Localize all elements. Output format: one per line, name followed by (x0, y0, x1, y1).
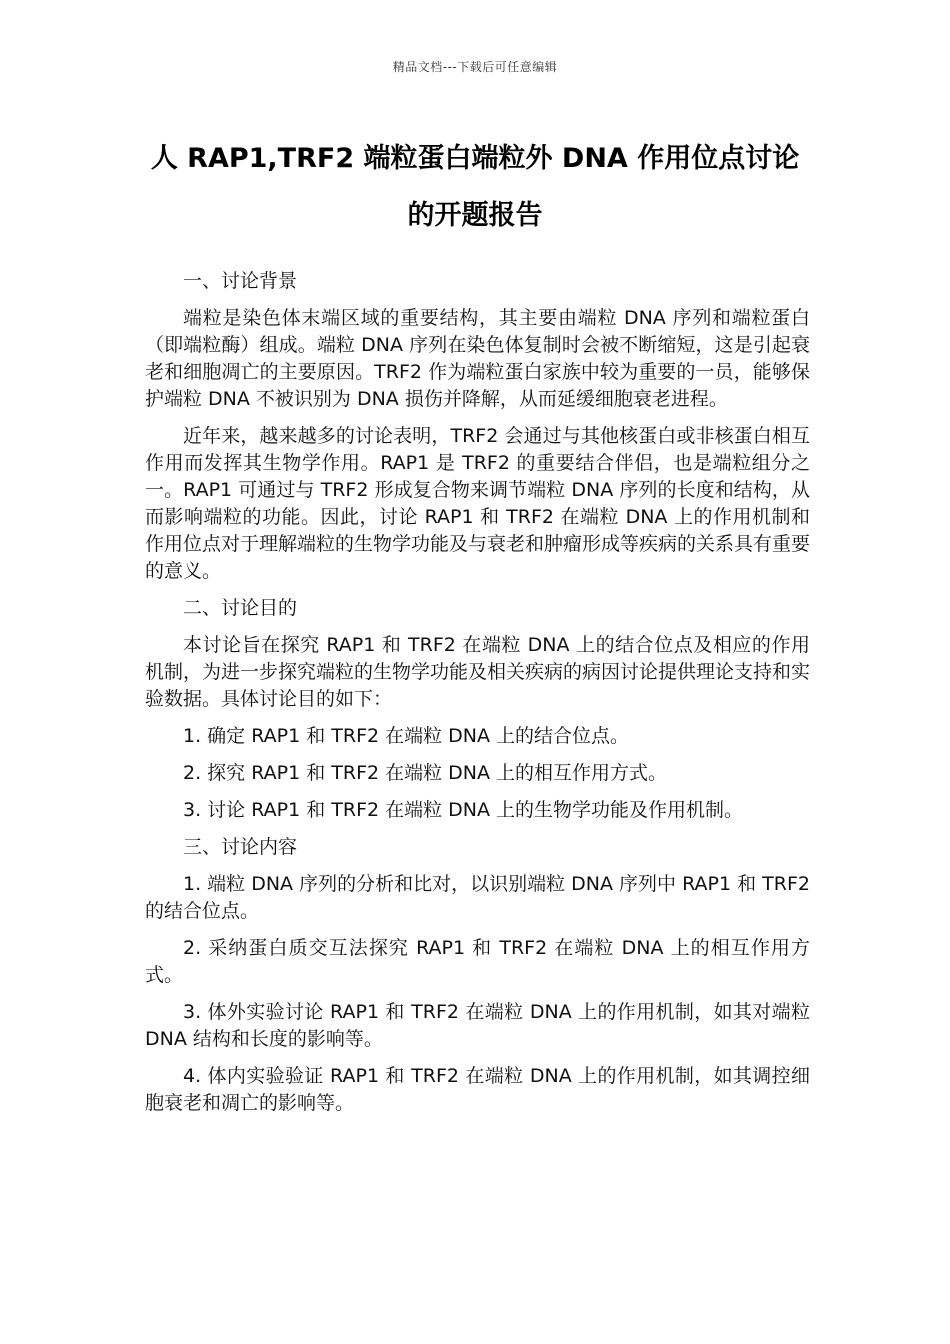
list-item-purpose-3: 3. 讨论 RAP1 和 TRF2 在端粒 DNA 上的生物学功能及作用机制。 (183, 799, 744, 821)
section-heading-background: 一、讨论背景 (183, 270, 298, 292)
paragraph-background-2: 近年来，越来越多的讨论表明，TRF2 会通过与其他核蛋白或非核蛋白相互作用而发挥其生物学作用。RAP1 是 TRF2 的重要结合伴侣，也是端粒组分之一。RAP1 可通过与 TRF2 形成复合物来调节端粒 DNA 序列的长度和结构，从而影响端粒的功能。因此，讨论 RAP1 和 TRF2 在端粒 DNA 上的作用机制和作用位点对于理解端粒的生物学功能及与衰老和肿瘤形成等疾病的关系具有重要的意义。 (145, 425, 811, 582)
list-item-content-3: 3. 体外实验讨论 RAP1 和 TRF2 在端粒 DNA 上的作用机制，如其对端粒 DNA 结构和长度的影响等。 (145, 1001, 810, 1050)
list-item-content-2: 2. 采纳蛋白质交互法探究 RAP1 和 TRF2 在端粒 DNA 上的相互作用方式。 (145, 937, 810, 986)
section-heading-content: 三、讨论内容 (183, 836, 298, 858)
list-item-purpose-2: 2. 探究 RAP1 和 TRF2 在端粒 DNA 上的相互作用方式。 (183, 762, 668, 784)
page-header: 精品文档---下载后可任意编辑 (392, 60, 558, 74)
list-item-content-4: 4. 体内实验验证 RAP1 和 TRF2 在端粒 DNA 上的作用机制，如其调控细胞衰老和凋亡的影响等。 (145, 1065, 810, 1114)
title-line-1: 人 RAP1,TRF2 端粒蛋白端粒外 DNA 作用位点讨论 (150, 143, 800, 174)
document-body (145, 268, 810, 1127)
list-item-purpose-1: 1. 确定 RAP1 和 TRF2 在端粒 DNA 上的结合位点。 (183, 725, 630, 747)
document-title (110, 130, 840, 244)
list-item-content-1: 1. 端粒 DNA 序列的分析和比对，以识别端粒 DNA 序列中 RAP1 和 TRF2 的结合位点。 (145, 873, 810, 922)
title-line-2: 的开题报告 (407, 200, 543, 231)
paragraph-purpose-1: 本讨论旨在探究 RAP1 和 TRF2 在端粒 DNA 上的结合位点及相应的作用机制，为进一步探究端粒的生物学功能及相关疾病的病因讨论提供理论支持和实验数据。具体讨论目的如下： (145, 634, 811, 710)
section-heading-purpose: 二、讨论目的 (183, 597, 298, 619)
paragraph-background-1: 端粒是染色体末端区域的重要结构，其主要由端粒 DNA 序列和端粒蛋白（即端粒酶）组成。端粒 DNA 序列在染色体复制时会被不断缩短，这是引起衰老和细胞凋亡的主要原因。TRF2 作为端粒蛋白家族中较为重要的一员，能够保护端粒 DNA 不被识别为 DNA 损伤并降解，从而延缓细胞衰老进程。 (145, 307, 810, 410)
